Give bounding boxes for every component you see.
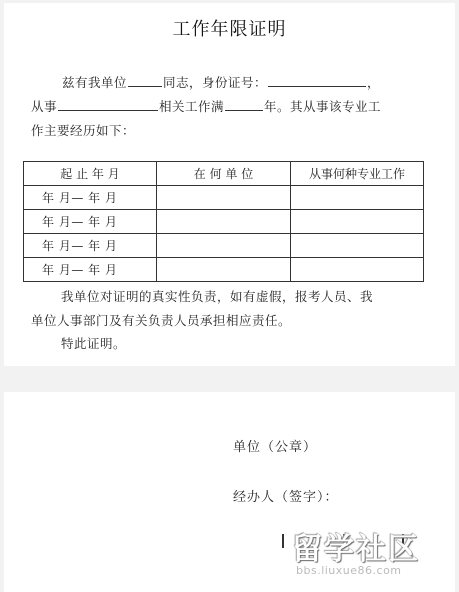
intro-line-1-b: 同志，身份证号： [163,75,268,90]
blank-id-number [268,74,366,87]
table-row [24,210,424,234]
document-title: 工作年限证明 [172,19,287,40]
cell-period: 年 月— 年 月 [24,186,157,210]
intro-line-2-c: 年。其从事该专业工 [264,99,382,114]
statement-line-3: 特此证明。 [61,336,127,351]
header-work-type: 从事何种专业工作 [291,162,424,186]
cell-work-type [291,186,424,210]
statement-line-2: 单位人事部门及有关负责人员承担相应责任。 [31,313,292,328]
cell-work-type [291,234,424,258]
intro-line-2-a: 从事 [31,99,58,114]
table-row [24,186,424,210]
blank-name [128,74,162,87]
header-employer: 在 何 单 位 [157,162,291,186]
intro-line-2-b: 相关工作满 [159,99,225,114]
cell-work-type [291,258,424,282]
blank-years [225,98,263,111]
intro-line-1 [62,73,380,91]
experience-table [23,161,424,282]
handler-signature-label: 经办人（签字）： [233,490,339,505]
intro-line-2 [31,97,381,115]
intro-line-1-a: 兹有我单位 [62,75,128,90]
document-page-top [4,3,455,366]
intro-line-1-c: ， [367,75,381,90]
statement-line-1: 我单位对证明的真实性负责，如有虚假，报考人员、我 [61,289,374,304]
table-row [24,234,424,258]
unit-seal-label: 单位（公章） [233,440,318,455]
cell-period: 年 月— 年 月 [24,210,157,234]
watermark-logo [292,524,452,584]
intro-line-3: 作主要经历如下： [31,123,136,138]
cell-work-type [291,210,424,234]
watermark-text: 留学社区 [292,532,420,567]
table-header-row [24,162,424,186]
cell-employer [157,234,291,258]
cell-employer [157,258,291,282]
cell-employer [157,210,291,234]
cell-period: 年 月— 年 月 [24,258,157,282]
cell-period: 年 月— 年 月 [24,234,157,258]
table-row [24,258,424,282]
watermark-url: bbs.liuxue86.com [296,564,402,577]
blank-field [58,98,158,111]
header-period: 起 止 年 月 [24,162,157,186]
cell-employer [157,186,291,210]
